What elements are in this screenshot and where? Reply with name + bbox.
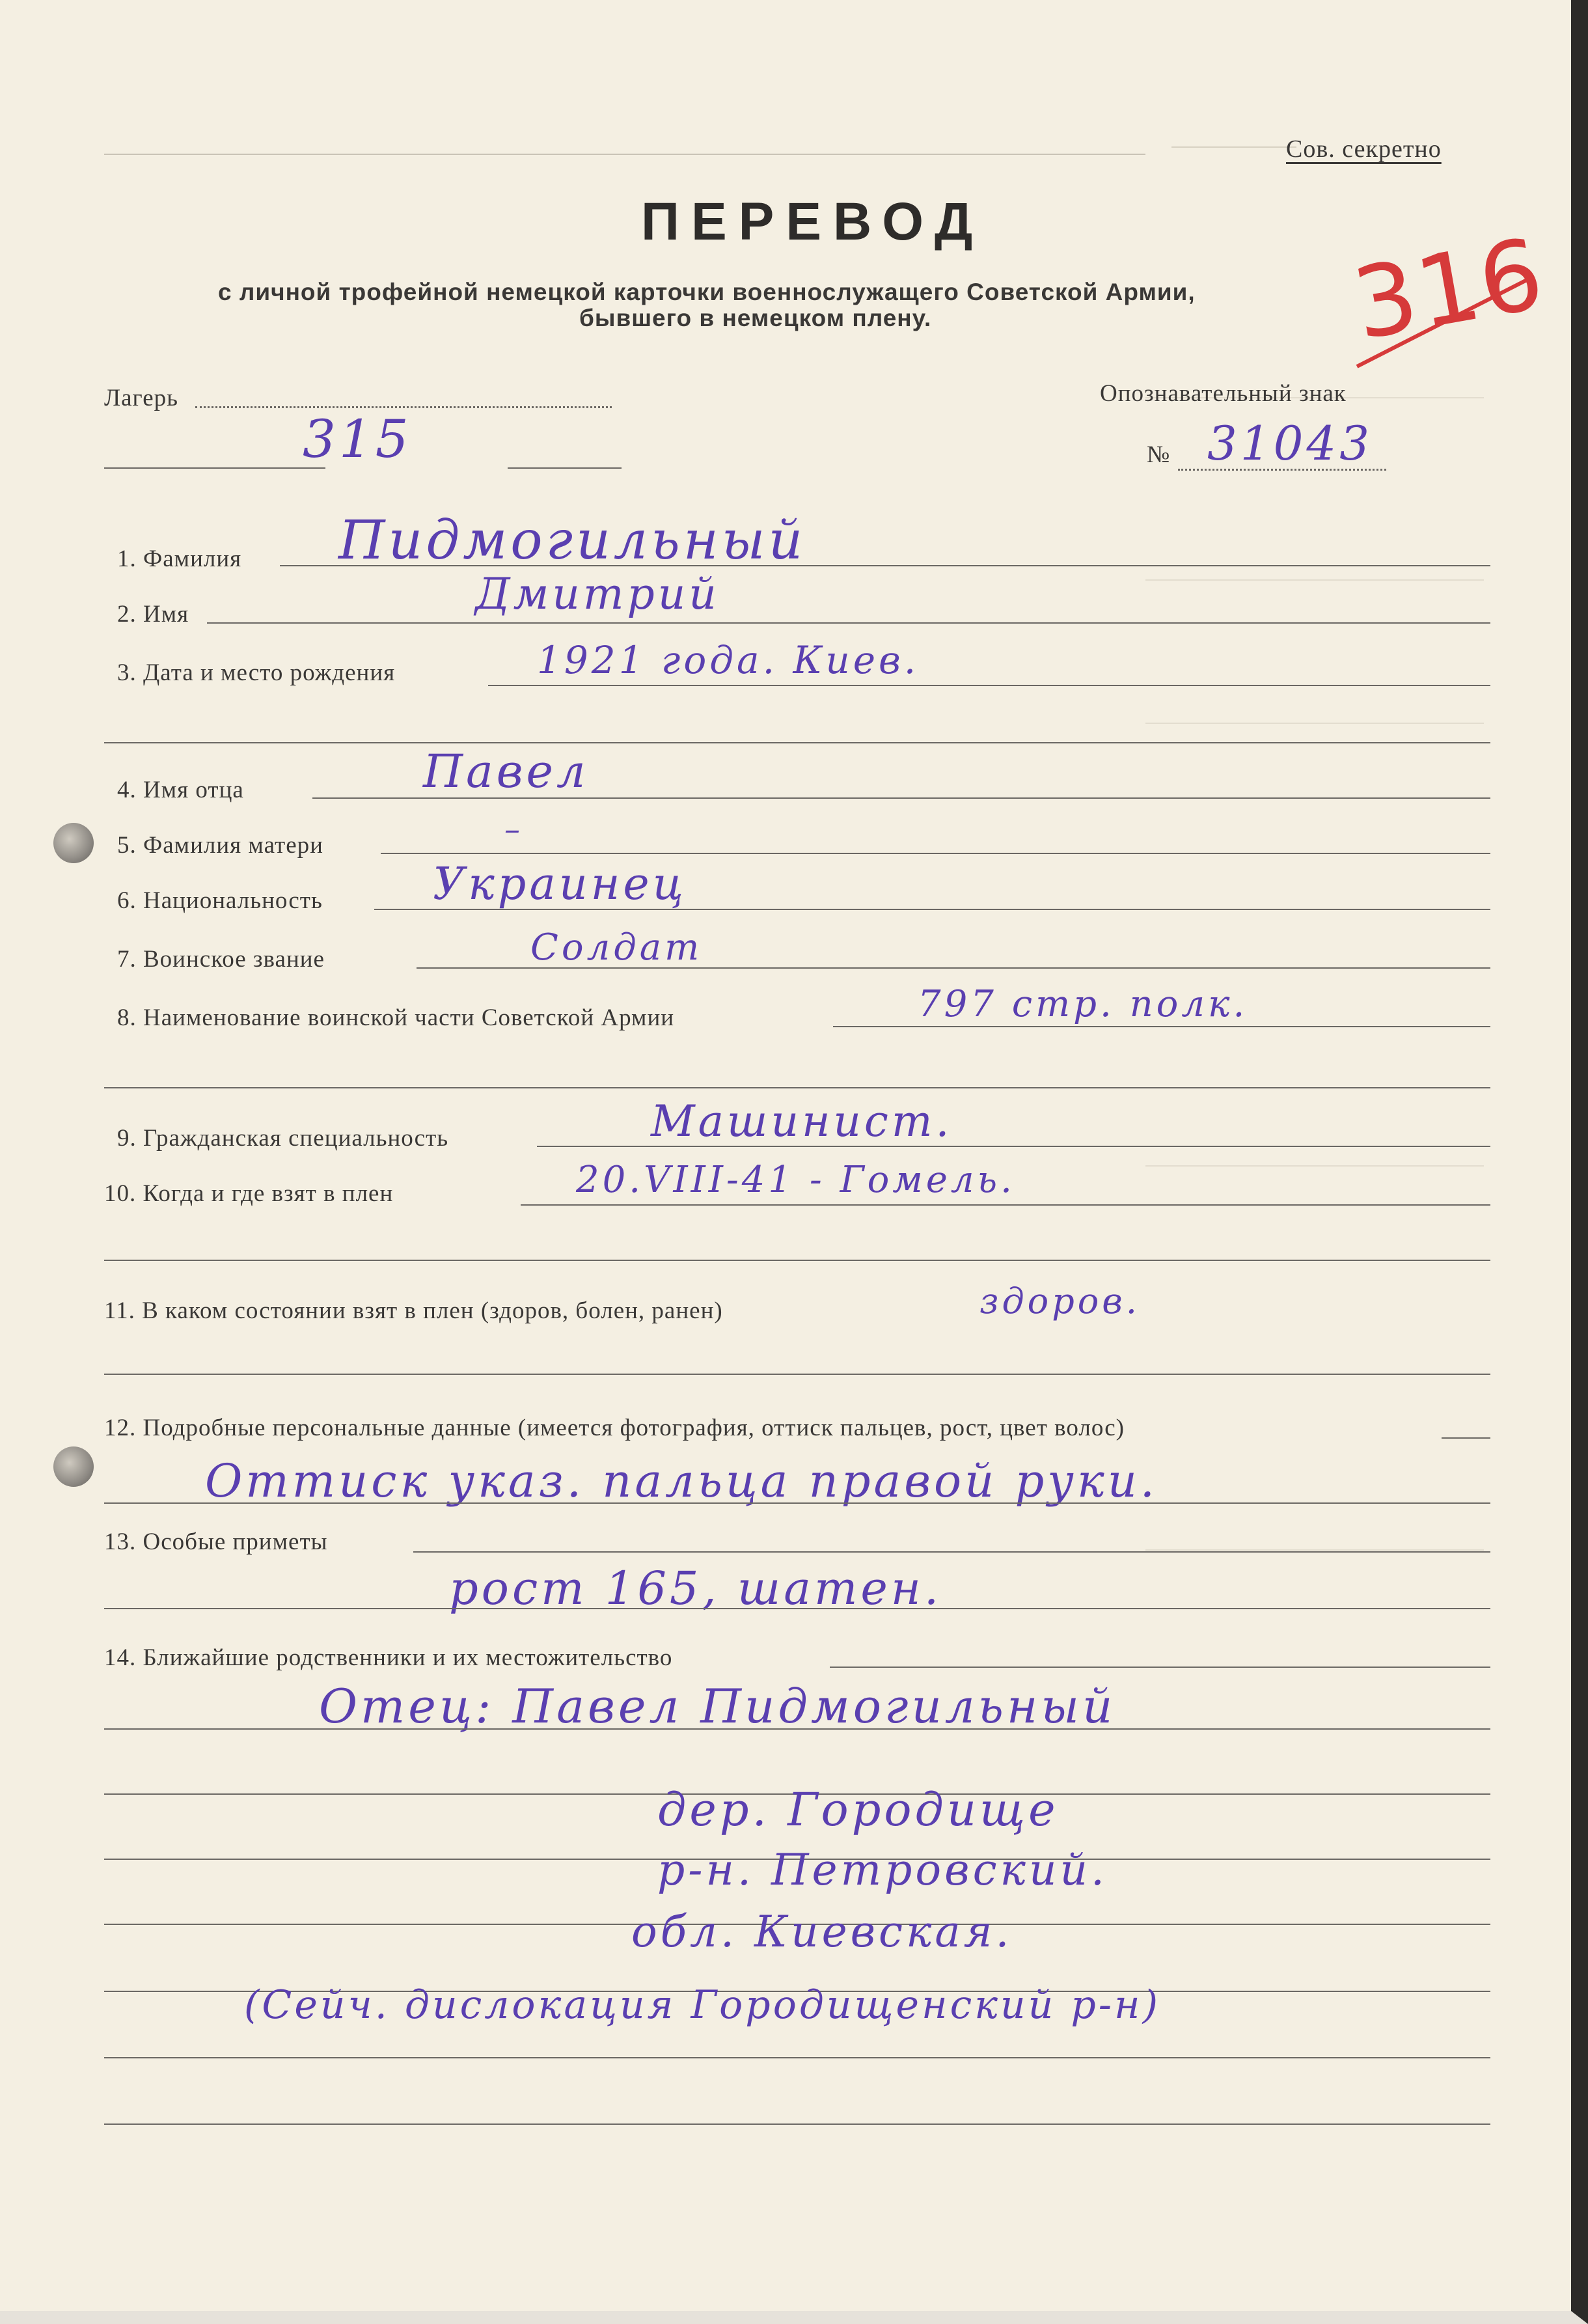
document-title: ПЕРЕВОД (641, 192, 985, 251)
field-2-label: 2. Имя (117, 601, 189, 628)
field-7-value: Солдат (530, 926, 703, 969)
relative-line-2: дер. Городище (657, 1783, 1059, 1836)
punch-hole (53, 1446, 94, 1487)
show-through-line (1145, 723, 1484, 724)
field-5-label: 5. Фамилия матери (117, 832, 323, 859)
field-10-label: 10. Когда и где взят в плен (104, 1180, 394, 1207)
field-13-value: рост 165, шатен. (449, 1562, 942, 1615)
camp-label: Лагерь (104, 385, 179, 411)
field-12-label: 12. Подробные персональные данные (имеется фотография, оттиск пальцев, рост, цвет волос) (104, 1415, 1125, 1441)
camp-line (104, 467, 325, 469)
field-9-label: 9. Гражданская специальность (117, 1125, 449, 1152)
camp-line (508, 467, 622, 469)
field-1-label: 1. Фамилия (117, 546, 242, 572)
archive-number-red: 316 (1345, 217, 1553, 363)
field-10-line (521, 1204, 1490, 1206)
field-8-extra-line (104, 1087, 1490, 1088)
field-3-extra-line (104, 742, 1490, 743)
subtitle-line-1: с личной трофейной немецкой карточки военнослужащего Советской Армии, (218, 279, 1196, 305)
field-12-line (1442, 1437, 1490, 1439)
id-tag-label: Опознавательный знак (1100, 380, 1347, 407)
camp-dotted-line (195, 406, 612, 408)
show-through-line (1145, 1165, 1484, 1167)
classification-stamp: Сов. секретно (1286, 135, 1442, 163)
field-10-extra-line (104, 1260, 1490, 1261)
field-9-value: Машинист. (651, 1096, 953, 1146)
field-3-line (488, 685, 1490, 686)
show-through-line (1145, 579, 1484, 581)
field-8-label: 8. Наименование воинской части Советской Армии (117, 1004, 675, 1031)
top-rule (104, 154, 1145, 155)
field-11-label: 11. В каком состоянии взят в плен (здоров, болен, ранен) (104, 1297, 723, 1324)
field-3-value: 1921 года. Киев. (537, 638, 920, 682)
field-11-extra-line (104, 1374, 1490, 1375)
id-tag-value: 31043 (1207, 416, 1373, 471)
field-10-value: 20.VIII-41 - Гомель. (576, 1159, 1015, 1201)
field-14-extra-line (104, 1728, 1490, 1730)
field-4-value: Павел (423, 745, 589, 798)
field-12-value: Оттиск указ. пальца правой руки. (205, 1454, 1158, 1508)
field-8-value: 797 стр. полк. (918, 983, 1248, 1025)
relative-line-3: р-н. Петровский. (657, 1845, 1108, 1895)
field-14-extra-line (104, 2123, 1490, 2125)
field-13-label: 13. Особые приметы (104, 1529, 328, 1555)
field-4-label: 4. Имя отца (117, 777, 244, 803)
field-14-extra-line (104, 2057, 1490, 2058)
relative-line-5: (Сейч. дислокация Городищенский р-н) (244, 1982, 1160, 2028)
field-2-line (207, 622, 1490, 624)
field-14-label: 14. Ближайшие родственники и их местожительство (104, 1644, 673, 1671)
punch-hole (53, 823, 94, 863)
field-3-label: 3. Дата и место рождения (117, 659, 396, 686)
field-14-line (830, 1667, 1490, 1668)
field-11-value: здоров. (979, 1280, 1140, 1321)
field-1-value: Пидмогильный (338, 510, 806, 572)
field-13-extra-line (104, 1608, 1490, 1609)
relative-line-4: обл. Киевская. (631, 1907, 1013, 1957)
show-through-line (1145, 1549, 1484, 1551)
camp-value: 315 (303, 409, 412, 469)
field-12-extra-line (104, 1502, 1490, 1504)
id-tag-number-sign: № (1147, 441, 1171, 468)
subtitle-line-2: бывшего в немецком плену. (579, 305, 932, 331)
relative-line-1: Отец: Павел Пидмогильный (319, 1679, 1116, 1734)
field-7-label: 7. Воинское звание (117, 946, 325, 973)
field-6-label: 6. Национальность (117, 887, 323, 914)
field-5-line (381, 853, 1490, 854)
field-5-value: – (504, 811, 523, 848)
field-2-value: Дмитрий (475, 569, 720, 619)
field-8-line (833, 1026, 1490, 1027)
show-through-text: —————— (1171, 133, 1296, 157)
field-13-line (413, 1551, 1490, 1553)
field-6-value: Украинец (433, 859, 687, 910)
